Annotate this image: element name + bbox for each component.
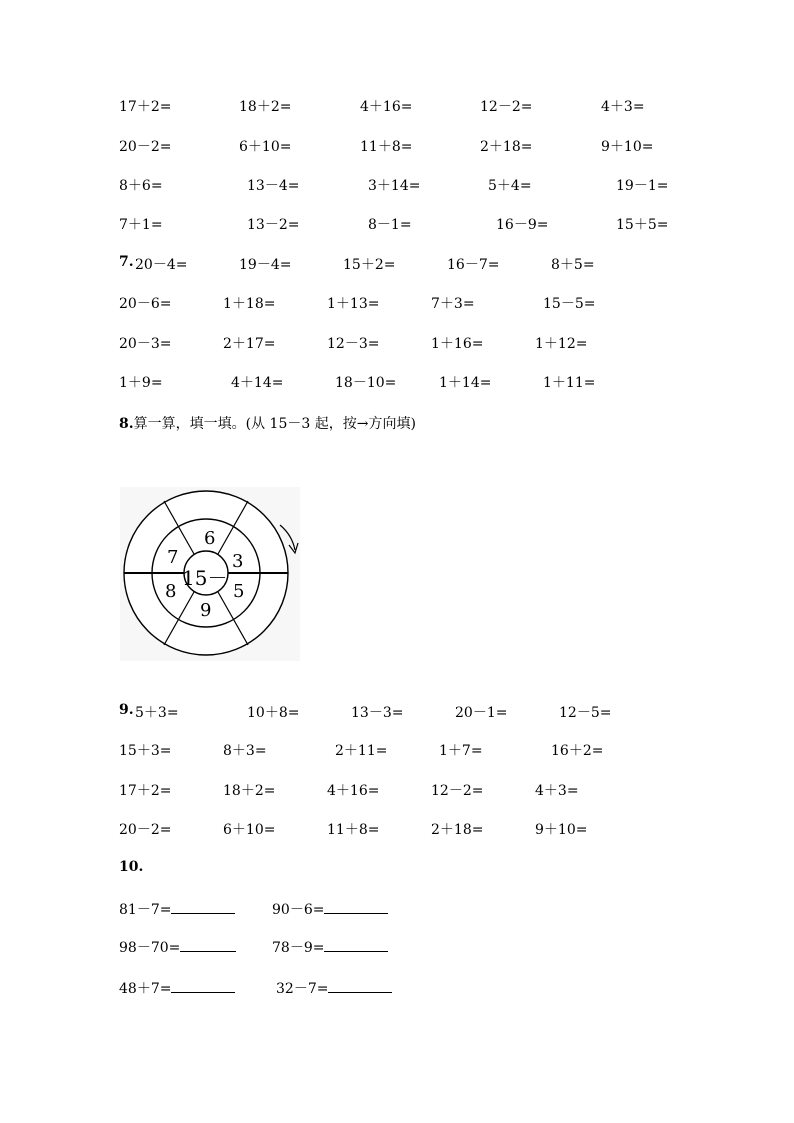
exercise: 6＋10= [239,139,292,155]
exercise: 1＋13= [327,296,380,312]
fill-in-exercise [119,937,236,957]
exercise: 12－5= [559,705,612,721]
exercise: 78－9= [272,940,325,956]
fill-in-row [0,978,794,1002]
answer-blank[interactable] [171,980,235,993]
exercise: 16－9= [496,217,549,233]
exercise: 4＋16= [327,783,380,799]
exercise-row [0,136,794,160]
exercise-row [0,293,794,317]
fill-in-row [0,899,794,923]
exercise: 20－6= [119,296,172,312]
exercise-row [0,819,794,843]
exercise: 90－6= [272,902,325,918]
exercise: 15＋2= [343,257,396,273]
exercise: 20－1= [455,705,508,721]
exercise: 1＋18= [223,296,276,312]
exercise: 17＋2= [119,99,172,115]
exercise: 2＋11= [335,743,388,759]
exercise: 5＋4= [488,178,532,194]
question-number: 7. [119,254,134,270]
exercise: 13－3= [351,705,404,721]
wheel-number: 8 [165,581,177,602]
exercise: 17＋2= [119,783,172,799]
exercise-row [0,740,794,764]
wheel-number: 6 [204,528,216,549]
answer-blank[interactable] [180,939,236,952]
exercise: 4＋3= [601,99,645,115]
exercise: 11＋8= [360,139,413,155]
exercise: 13－2= [247,217,300,233]
question-10-heading [119,859,143,875]
exercise: 4＋16= [360,99,413,115]
exercise: 6＋10= [223,822,276,838]
exercise: 8＋3= [223,743,267,759]
exercise: 19－1= [616,178,669,194]
exercise-row [0,372,794,396]
question-8-heading [119,413,416,433]
answer-blank[interactable] [171,901,235,914]
exercise: 1＋9= [119,375,163,391]
question-number: 10. [119,859,144,875]
fill-in-exercise [272,937,388,957]
exercise: 1＋16= [431,336,484,352]
exercise: 32－7= [276,981,329,997]
fill-in-row [0,937,794,961]
exercise: 8－1= [368,217,412,233]
exercise: 98－70= [119,940,181,956]
exercise: 20－4= [135,257,188,273]
exercise: 18＋2= [239,99,292,115]
exercise-row [0,254,794,278]
exercise: 16＋2= [551,743,604,759]
exercise: 9＋10= [535,822,588,838]
answer-blank[interactable] [324,901,388,914]
exercise: 16－7= [447,257,500,273]
exercise: 3＋14= [368,178,421,194]
question-number: 9. [119,702,134,718]
exercise: 1＋11= [543,375,596,391]
exercise: 15＋5= [616,217,669,233]
fill-in-exercise [276,978,392,998]
exercise-row [0,96,794,120]
exercise: 9＋10= [601,139,654,155]
exercise: 20－2= [119,139,172,155]
wheel-number: 5 [233,581,245,602]
exercise: 4＋3= [535,783,579,799]
exercise: 7＋3= [431,296,475,312]
wheel-number: 3 [232,551,244,572]
exercise: 1＋12= [535,336,588,352]
exercise: 19－4= [239,257,292,273]
answer-blank[interactable] [324,939,388,952]
exercise: 12－3= [327,336,380,352]
exercise: 81－7= [119,902,172,918]
exercise: 11＋8= [327,822,380,838]
exercise: 1＋7= [439,743,483,759]
exercise-row [0,780,794,804]
wheel-number: 7 [167,547,179,568]
exercise: 12－2= [431,783,484,799]
exercise: 10＋8= [247,705,300,721]
exercise: 2＋18= [431,822,484,838]
exercise: 5＋3= [135,705,179,721]
exercise: 2＋17= [223,336,276,352]
exercise-row [0,333,794,357]
exercise: 8＋5= [551,257,595,273]
fill-in-exercise [119,978,235,998]
exercise-row [0,214,794,238]
exercise: 13－4= [247,178,300,194]
exercise-row [0,175,794,199]
exercise: 15＋3= [119,743,172,759]
exercise: 20－2= [119,822,172,838]
exercise: 4＋14= [231,375,284,391]
exercise: 7＋1= [119,217,163,233]
question-number: 8. [119,416,134,432]
exercise: 18＋2= [223,783,276,799]
exercise: 20－3= [119,336,172,352]
exercise: 18－10= [335,375,397,391]
wheel-center: 15－ [182,566,228,590]
exercise: 8＋6= [119,178,163,194]
fill-in-exercise [272,899,388,919]
fill-in-exercise [119,899,235,919]
exercise: 15－5= [543,296,596,312]
answer-blank[interactable] [328,980,392,993]
wheel-number: 9 [200,600,212,621]
question-text: 算一算，填一填。(从 15－3 起，按→方向填) [133,416,416,432]
exercise: 12－2= [480,99,533,115]
exercise-row [0,702,794,726]
exercise: 1＋14= [439,375,492,391]
exercise: 2＋18= [480,139,533,155]
exercise: 48＋7= [119,981,172,997]
calculation-wheel [118,485,308,663]
